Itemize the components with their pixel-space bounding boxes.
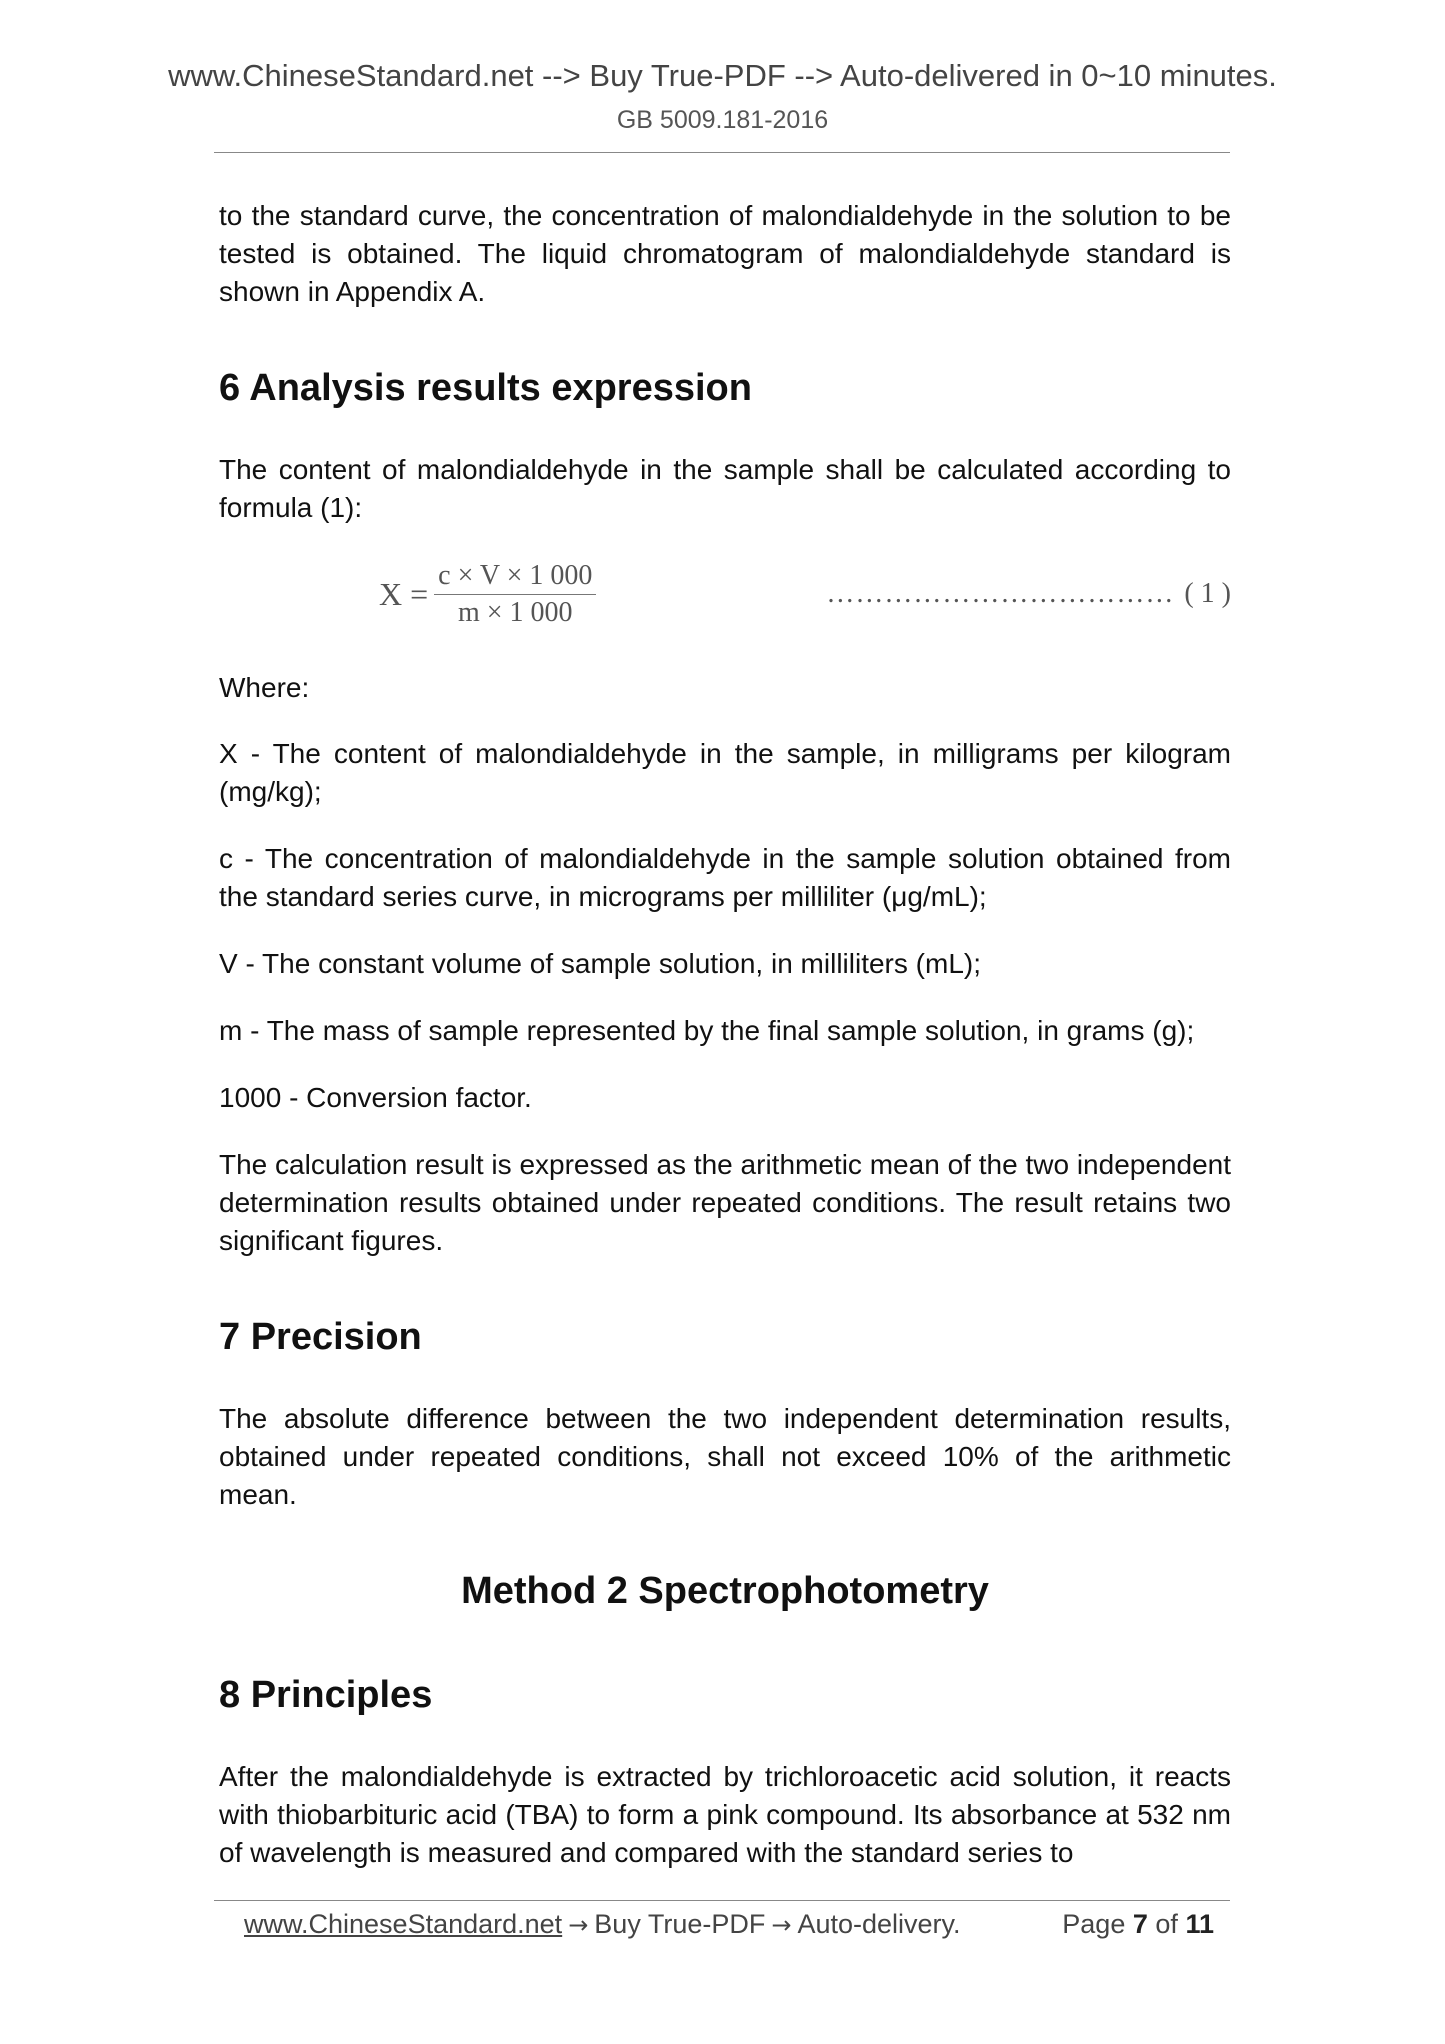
- formula-fraction: [434, 558, 596, 631]
- result-paragraph: The calculation result is expressed as the arithmetic mean of the two independent determination results obtained under repeated conditions. The result retains two significant figures.: [219, 1149, 1231, 1256]
- formula-leader-dots: ………………………………: [826, 578, 1175, 609]
- formula-denominator: m × 1 000: [457, 596, 573, 628]
- section-6-heading: 6 Analysis results expression: [219, 367, 752, 409]
- method-2-heading: Method 2 Spectrophotometry: [461, 1570, 989, 1612]
- formula-1: [219, 549, 1231, 639]
- formula-number: ( 1 ): [1184, 578, 1231, 609]
- formula-numerator: c × V × 1 000: [438, 559, 593, 591]
- definition-v: V - The constant volume of sample solution, in milliliters (mL);: [219, 948, 981, 979]
- formula-lhs: X =: [379, 575, 429, 612]
- header-divider: [214, 152, 1230, 153]
- footer-auto-text: Auto-delivery.: [797, 1909, 961, 1939]
- page-content: [219, 197, 1231, 1872]
- definition-x: X - The content of malondialdehyde in the sample, in milligrams per kilogram (mg/kg);: [219, 738, 1231, 807]
- arrow-right-icon: →: [771, 1911, 792, 1939]
- definition-c: c - The concentration of malondialdehyde in the sample solution obtained from the standard series curve, in micrograms per milliliter (μg/mL);: [219, 843, 1231, 912]
- precision-paragraph: The absolute difference between the two independent determination results, obtained under repeated conditions, shall not exceed 10% of the arithmetic mean.: [219, 1403, 1231, 1510]
- footer-buy-text: Buy True-PDF: [594, 1909, 766, 1939]
- definition-1000: 1000 - Conversion factor.: [219, 1082, 532, 1113]
- page-number: 7: [1132, 1909, 1148, 1939]
- page-total: 11: [1185, 1909, 1214, 1939]
- where-label: Where:: [219, 672, 310, 703]
- page-indicator: [1062, 1904, 1214, 1944]
- definition-m: m - The mass of sample represented by the final sample solution, in grams (g);: [219, 1015, 1195, 1046]
- footer-divider: [214, 1900, 1230, 1901]
- header-banner: www.ChineseStandard.net --> Buy True-PDF --> Auto-delivered in 0~10 minutes.: [168, 58, 1277, 93]
- section-8-heading: 8 Principles: [219, 1674, 433, 1716]
- formula-reference: [826, 549, 1231, 639]
- document-id: GB 5009.181-2016: [616, 106, 829, 134]
- principles-paragraph: After the malondialdehyde is extracted by trichloroacetic acid solution, it reacts with thiobarbituric acid (TBA) to form a pink compound. Its absorbance at 532 nm of wavelength is measured and compared with the standard series to: [219, 1761, 1231, 1868]
- arrow-right-icon: →: [568, 1911, 589, 1939]
- formula-expression: [379, 549, 596, 639]
- page-of-label: of: [1155, 1909, 1178, 1939]
- page-label: Page: [1062, 1909, 1126, 1939]
- section-7-heading: 7 Precision: [219, 1316, 422, 1358]
- intro-paragraph: to the standard curve, the concentration of malondialdehyde in the solution to be tested is obtained. The liquid chromatogram of malondialdehyde standard is shown in Appendix A.: [219, 200, 1231, 307]
- formula-intro-paragraph: The content of malondialdehyde in the sample shall be calculated according to formula (1):: [219, 454, 1231, 523]
- page-footer: [244, 1904, 1214, 1945]
- footer-site-link[interactable]: www.ChineseStandard.net: [244, 1909, 563, 1939]
